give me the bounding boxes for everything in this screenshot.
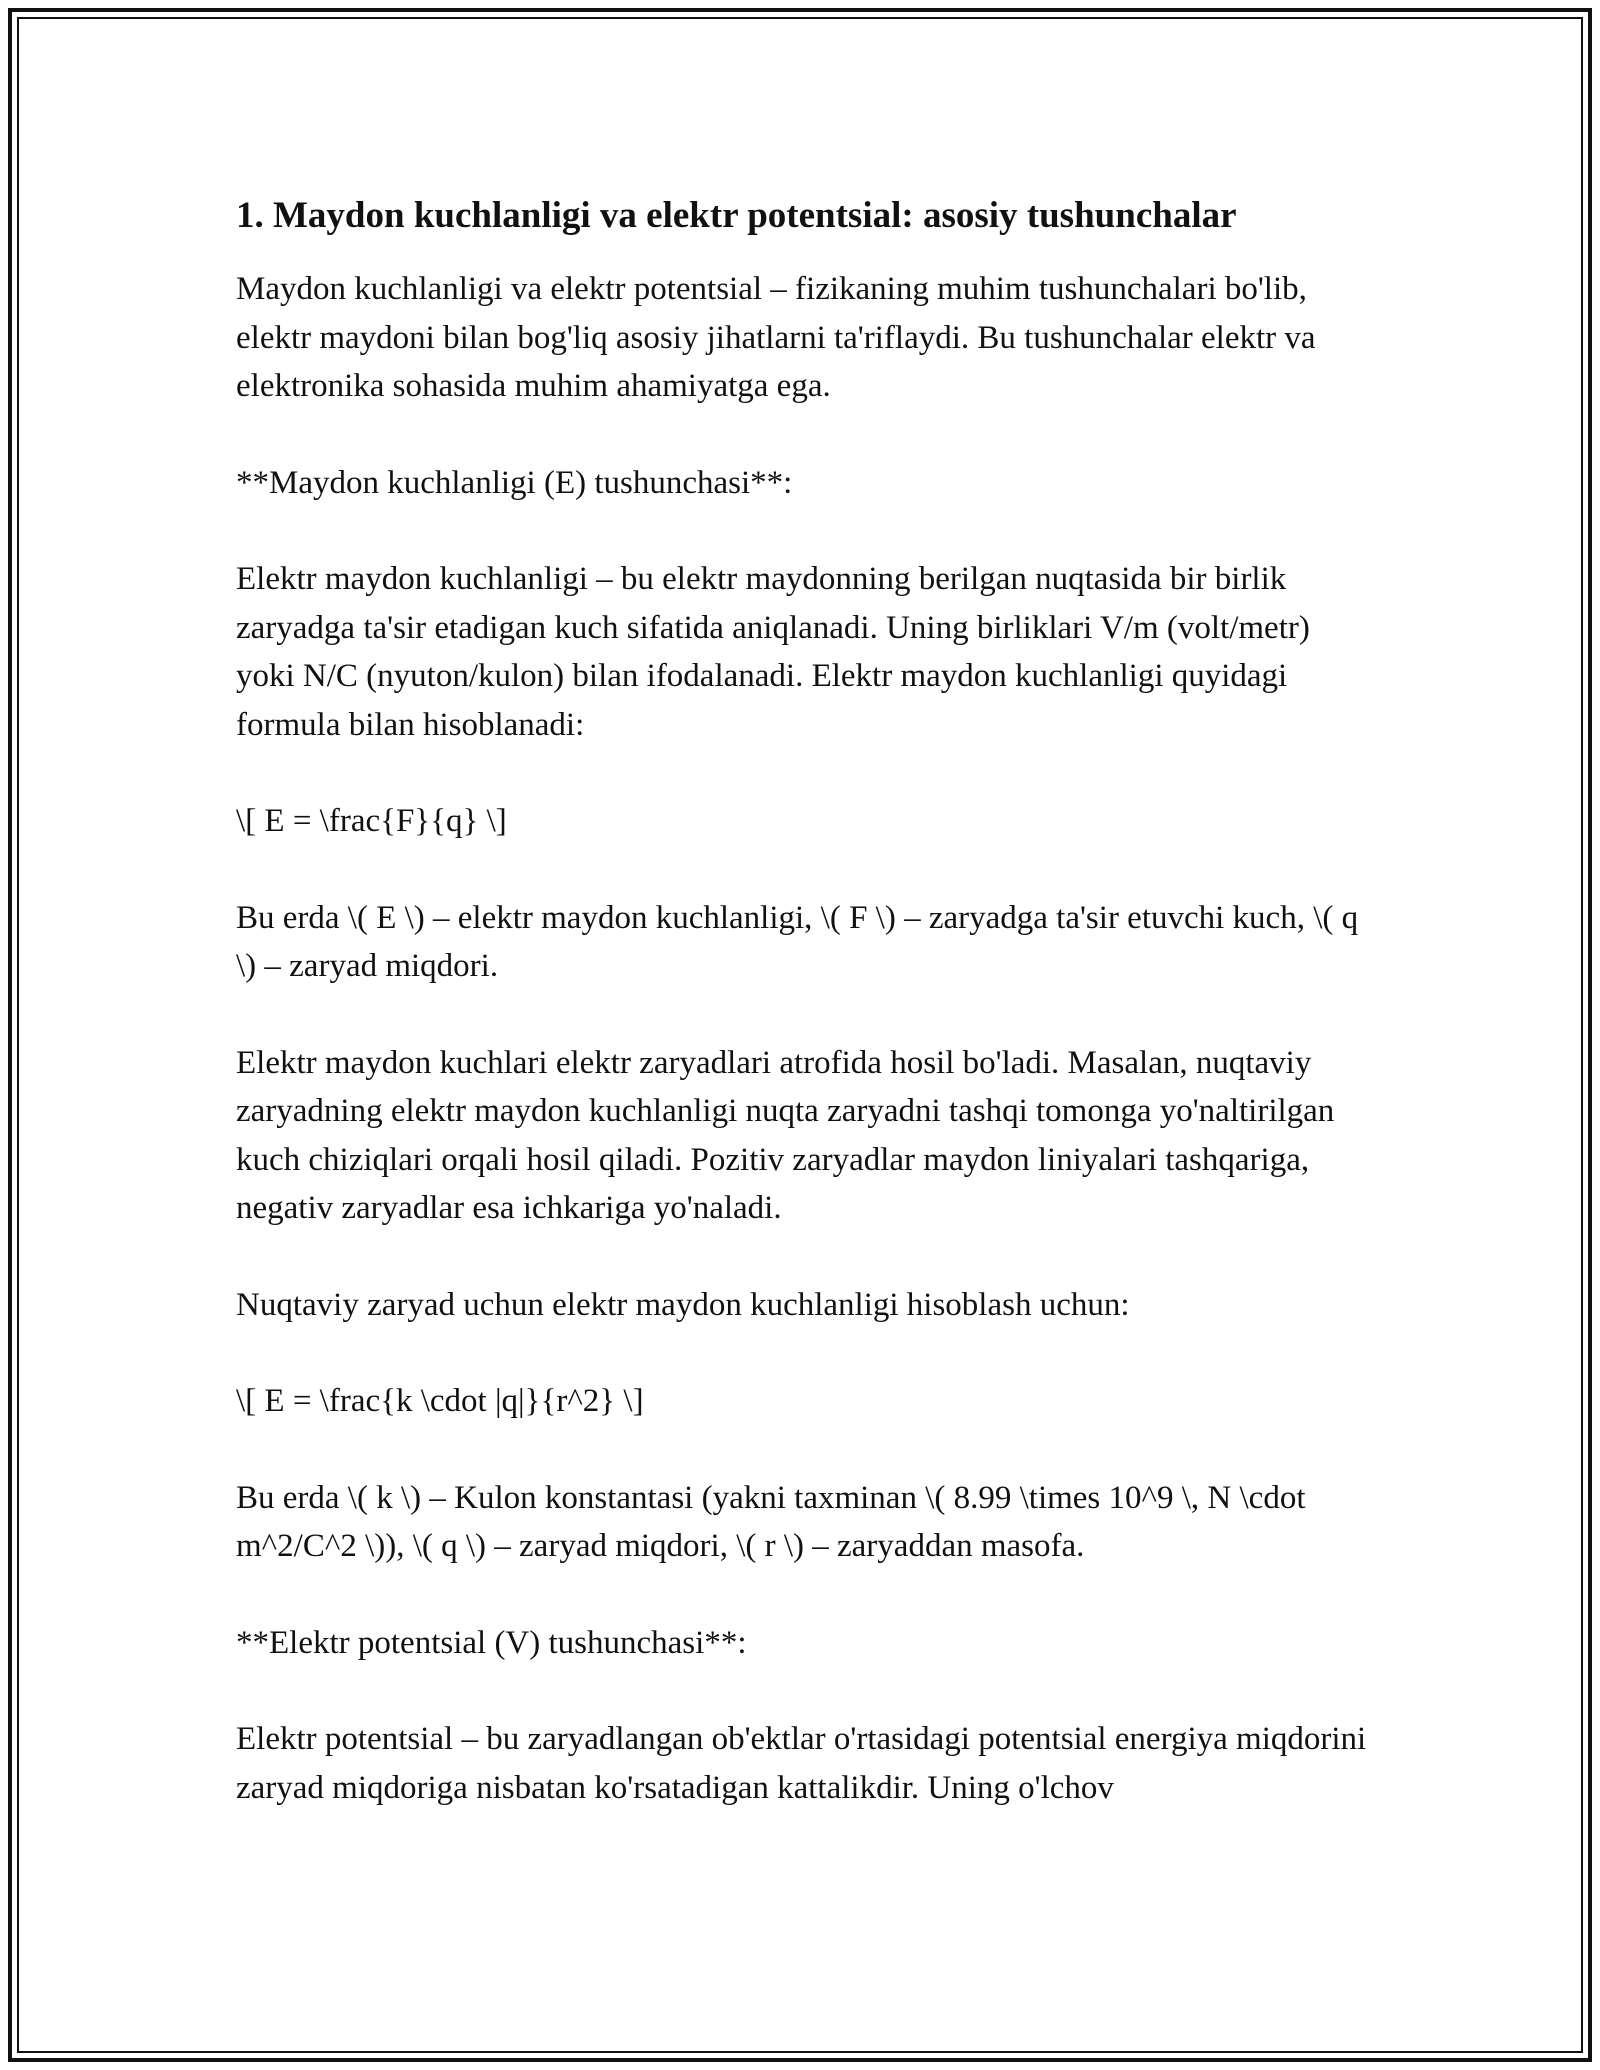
formula-explanation: Bu erda \( E \) – elektr maydon kuchlanligi, \( F \) – zaryadga ta'sir etuvchi kuch, \( q \) – zaryad miqdori. [236,899,1359,984]
point-charge-intro: Nuqtaviy zaryad uchun elektr maydon kuchlanligi hisoblash uchun: [236,1286,1130,1323]
field-strength-subheading: **Maydon kuchlanligi (E) tushunchasi**: [236,464,793,501]
potential-subheading: **Elektr potentsial (V) tushunchasi**: [236,1624,747,1661]
formula-coulomb-field: \[ E = \frac{k \cdot |q|}{r^2} \] [236,1383,644,1419]
field-lines-paragraph: Elektr maydon kuchlari elektr zaryadlari atrofida hosil bo'ladi. Masalan, nuqtaviy zaryadning elektr maydon kuchlanligi nuqta zaryadni tashqi tomonga yo'naltirilgan kuch chiziqlari orqali hosil qiladi. Pozitiv zaryadlar maydon liniyalari tashqariga, negativ zaryadlar esa ichkariga yo'naladi. [236,1044,1335,1226]
document-body [236,188,1376,1812]
coulomb-explanation: Bu erda \( k \) – Kulon konstantasi (yakni taxminan \( 8.99 \times 10^9 \, N \cdot m^2/C^2 \)), \( q \) – zaryad miqdori, \( r \) – zaryaddan masofa. [236,1479,1306,1564]
potential-definition: Elektr potentsial – bu zaryadlangan ob'ektlar o'rtasidagi potentsial energiya miqdorini zaryad miqdoriga nisbatan ko'rsatadigan kattalikdir. Uning o'lchov [236,1721,1367,1806]
section-heading: 1. Maydon kuchlanligi va elektr potentsial: asosiy tushunchalar [236,195,1237,236]
field-strength-definition: Elektr maydon kuchlanligi – bu elektr maydonning berilgan nuqtasida bir birlik zaryadga ta'sir etadigan kuch sifatida aniqlanadi. Uning birliklari V/m (volt/metr) yoki N/C (nyuton/kulon) bilan ifodalanadi. Elektr maydon kuchlanligi quyidagi formula bilan hisoblanadi: [236,561,1310,743]
formula-e-f-q: \[ E = \frac{F}{q} \] [236,803,507,839]
intro-paragraph: Maydon kuchlanligi va elektr potentsial – fizikaning muhim tushunchalari bo'lib, elektr maydoni bilan bog'liq asosiy jihatlarni ta'riflaydi. Bu tushunchalar elektr va elektronika sohasida muhim ahamiyatga ega. [236,271,1316,404]
